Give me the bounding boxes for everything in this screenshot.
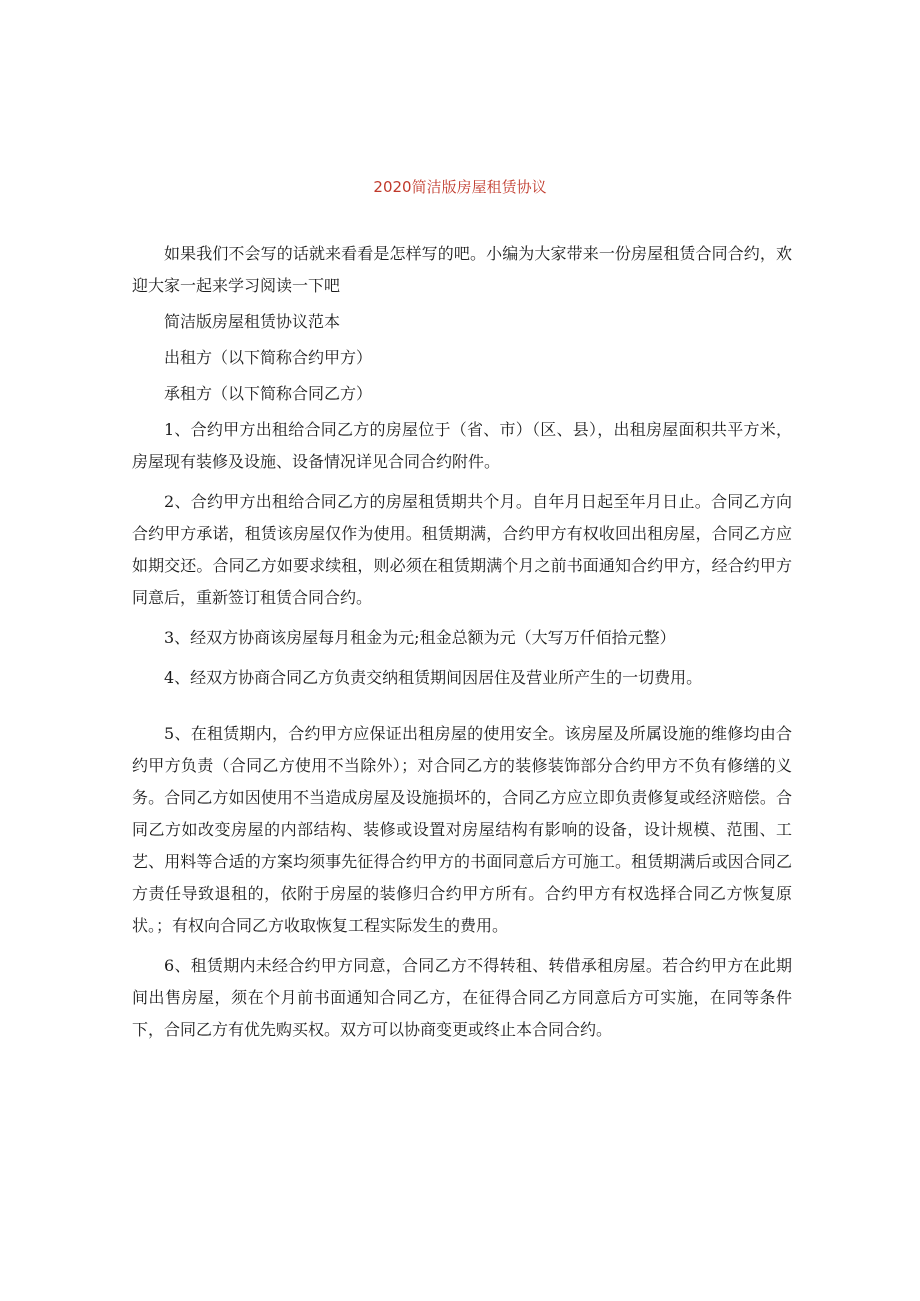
document-title: 2020简洁版房屋租赁协议 [373, 178, 547, 196]
clause-6: 6、租赁期内未经合约甲方同意，合同乙方不得转租、转借承租房屋。若合约甲方在此期间出售房屋，须在个月前书面通知合同乙方，在征得合同乙方同意后方可实施，在同等条件下，合同乙方有优先购买权。双方可以协商变更或终止本合同合约。 [132, 956, 792, 1039]
clause-3: 3、经双方协商该房屋每月租金为元;租金总额为元（大写万仟佰拾元整） [164, 628, 676, 647]
clause-4: 4、经双方协商合同乙方负责交纳租赁期间因居住及营业所产生的一切费用。 [164, 668, 703, 687]
intro-paragraph: 如果我们不会写的话就来看看是怎样写的吧。小编为大家带来一份房屋租赁合同合约，欢迎大家一起来学习阅读一下吧 [132, 244, 792, 295]
clause-1: 1、合约甲方出租给合同乙方的房屋位于（省、市）（区、县），出租房屋面积共平方米，房屋现有装修及设施、设备情况详见合同合约附件。 [132, 420, 792, 471]
agreement-subtitle: 简洁版房屋租赁协议范本 [164, 312, 341, 331]
clause-2: 2、合约甲方出租给合同乙方的房屋租赁期共个月。自年月日起至年月日止。合同乙方向合约甲方承诺，租赁该房屋仅作为使用。租赁期满，合约甲方有权收回出租房屋，合同乙方应如期交还。合同乙方如要求续租，则必须在租赁期满个月之前书面通知合约甲方，经合约甲方同意后，重新签订租赁合同合约。 [132, 492, 792, 607]
lessor-line: 出租方（以下简称合约甲方） [164, 348, 373, 367]
lessee-line: 承租方（以下简称合同乙方） [164, 384, 373, 403]
document-body [132, 238, 792, 1046]
clause-5: 5、在租赁期内，合约甲方应保证出租房屋的使用安全。该房屋及所属设施的维修均由合约甲方负责（合同乙方使用不当除外）；对合同乙方的装修装饰部分合约甲方不负有修缮的义务。合同乙方如因使用不当造成房屋及设施损坏的，合同乙方应立即负责修复或经济赔偿。合同乙方如改变房屋的内部结构、装修或设置对房屋结构有影响的设备，设计规模、范围、工艺、用料等合适的方案均须事先征得合约甲方的书面同意后方可施工。租赁期满后或因合同乙方责任导致退租的，依附于房屋的装修归合约甲方所有。合约甲方有权选择合同乙方恢复原状。；有权向合同乙方收取恢复工程实际发生的费用。 [132, 724, 792, 935]
